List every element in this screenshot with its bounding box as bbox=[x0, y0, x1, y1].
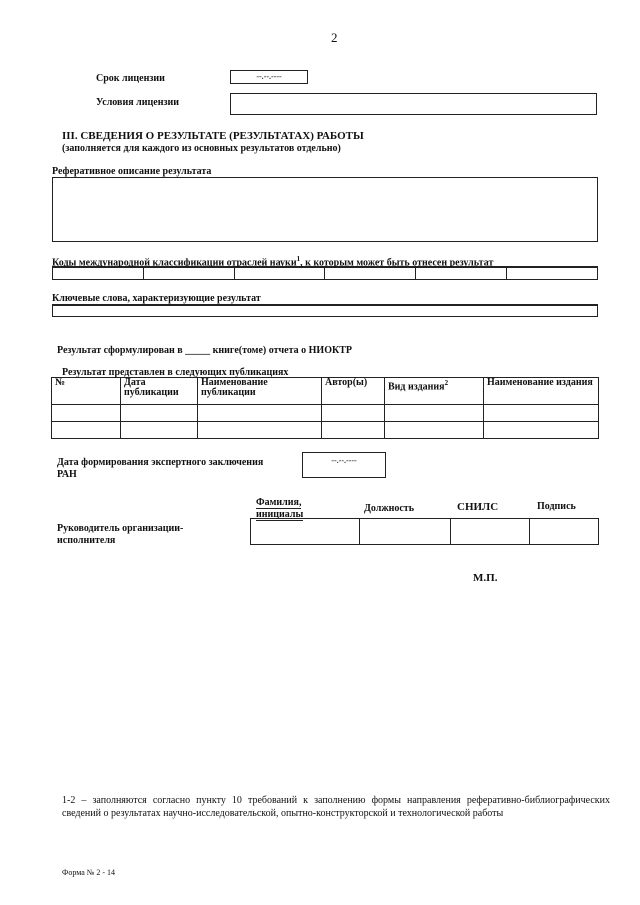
report-volume-blank[interactable]: _____ bbox=[185, 345, 211, 356]
section-title: III. СВЕДЕНИЯ О РЕЗУЛЬТАТЕ (РЕЗУЛЬТАТАХ) РАБОТЫ bbox=[62, 130, 364, 142]
stamp-placeholder: М.П. bbox=[473, 572, 498, 584]
sig-header-name-text: Фамилия, инициалы bbox=[256, 497, 304, 520]
pub-header-title: Наименование публикации bbox=[198, 378, 322, 405]
keywords-label bbox=[52, 293, 598, 305]
expert-date-label-line2: РАН bbox=[57, 469, 77, 480]
code-cell[interactable] bbox=[416, 268, 507, 280]
section-subtitle: (заполняется для каждого из основных результатов отдельно) bbox=[62, 143, 341, 154]
codes-label bbox=[52, 255, 598, 267]
table-cell[interactable] bbox=[52, 422, 121, 439]
table-row bbox=[251, 519, 599, 545]
report-prefix: Результат сформулирован в bbox=[57, 345, 183, 356]
publications-label: Результат представлен в следующих публикациях bbox=[62, 367, 289, 378]
sig-signature-cell[interactable] bbox=[530, 519, 599, 545]
sig-header-signature: Подпись bbox=[537, 501, 576, 512]
table-cell[interactable] bbox=[385, 422, 484, 439]
table-row bbox=[52, 405, 599, 422]
table-cell[interactable] bbox=[121, 405, 198, 422]
table-cell[interactable] bbox=[484, 422, 599, 439]
codes-label-text: Коды международной классификации отраслей науки bbox=[52, 257, 297, 269]
codes-footnote-marker: 1 bbox=[296, 255, 301, 263]
abstract-label-text: Реферативное описание результата bbox=[52, 166, 212, 177]
table-cell[interactable] bbox=[52, 405, 121, 422]
table-cell[interactable] bbox=[198, 422, 322, 439]
code-cell[interactable] bbox=[507, 268, 598, 280]
license-term-label: Срок лицензии bbox=[96, 73, 165, 84]
table-cell[interactable] bbox=[121, 422, 198, 439]
report-suffix: книге(томе) отчета о НИОКТР bbox=[212, 345, 353, 356]
report-volume-line bbox=[57, 345, 352, 356]
pub-header-number: № bbox=[52, 378, 121, 405]
pub-header-authors: Автор(ы) bbox=[322, 378, 385, 405]
table-cell[interactable] bbox=[198, 405, 322, 422]
sig-snils-cell[interactable] bbox=[451, 519, 530, 545]
signatures-table bbox=[250, 518, 599, 545]
sig-name-cell[interactable] bbox=[251, 519, 360, 545]
publications-header-row bbox=[52, 378, 599, 405]
form-number: Форма № 2 - 14 bbox=[62, 868, 116, 877]
license-conditions-label: Условия лицензии bbox=[96, 97, 180, 108]
expert-date-field[interactable]: --.--.---- bbox=[302, 452, 386, 478]
sig-row-label-line1: Руководитель организации- bbox=[57, 523, 184, 534]
pub-footnote-marker: 2 bbox=[444, 379, 449, 387]
code-cell[interactable] bbox=[143, 268, 234, 280]
license-term-field[interactable]: --.--.---- bbox=[230, 70, 308, 84]
pub-header-edition-type bbox=[385, 378, 484, 405]
codes-table bbox=[52, 267, 598, 280]
codes-label-tail: , к которым может быть отнесен результат bbox=[300, 257, 494, 269]
page-number: 2 bbox=[331, 30, 338, 45]
pub-header-date: Дата публикации bbox=[121, 378, 198, 405]
code-cell[interactable] bbox=[234, 268, 325, 280]
table-cell[interactable] bbox=[385, 405, 484, 422]
table-cell[interactable] bbox=[484, 405, 599, 422]
table-cell[interactable] bbox=[322, 405, 385, 422]
footnote: 1-2 – заполняются согласно пункту 10 требований к заполнению формы направления реферативно-библиографических сведений о результатах научно-исследовательской, опытно-конструкторской и технологической работы bbox=[62, 795, 610, 819]
keywords-field[interactable] bbox=[52, 305, 598, 317]
sig-header-position: Должность bbox=[364, 503, 415, 514]
pub-header-edition-name: Наименование издания bbox=[484, 378, 599, 405]
keywords-label-text: Ключевые слова, характеризующие результат bbox=[52, 293, 261, 304]
license-conditions-field[interactable] bbox=[230, 93, 597, 115]
sig-position-cell[interactable] bbox=[360, 519, 451, 545]
sig-row-label-line2: исполнителя bbox=[57, 535, 116, 546]
expert-date-label-line1: Дата формирования экспертного заключения bbox=[57, 457, 264, 468]
code-cell[interactable] bbox=[325, 268, 416, 280]
publications-table bbox=[51, 377, 599, 439]
table-row bbox=[52, 422, 599, 439]
code-cell[interactable] bbox=[53, 268, 144, 280]
table-cell[interactable] bbox=[322, 422, 385, 439]
pub-header-edition-type-text: Вид издания bbox=[388, 381, 445, 393]
sig-header-snils: СНИЛС bbox=[457, 501, 499, 513]
abstract-field[interactable] bbox=[52, 177, 598, 242]
